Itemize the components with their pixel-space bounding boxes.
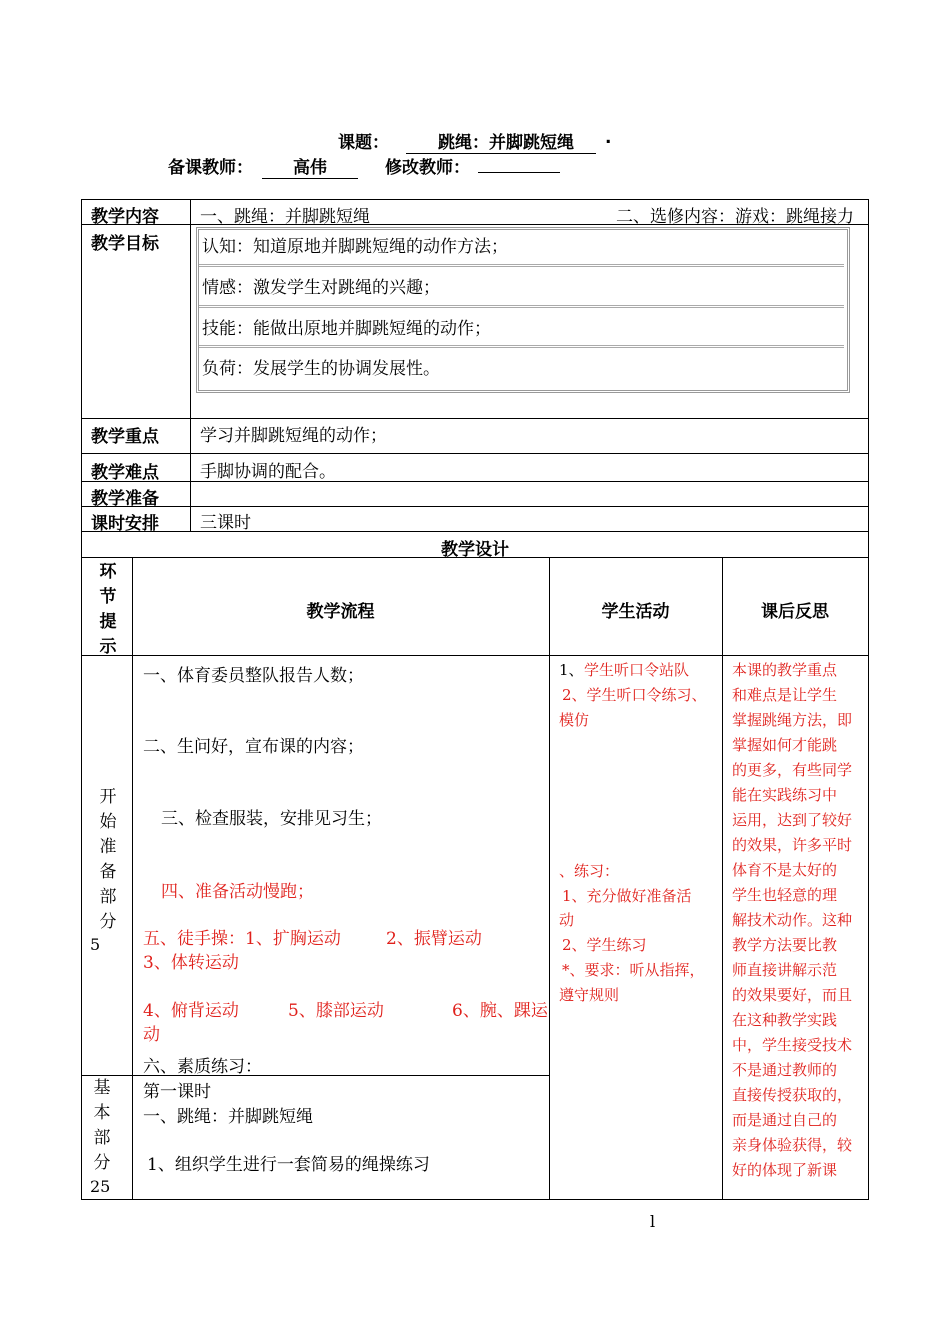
goal-emotion: 情感：激发学生对跳绳的兴趣； bbox=[202, 278, 440, 298]
editor-label: 修改教师： bbox=[385, 158, 470, 178]
process-item-2: 二、生问好，宣布课的内容； bbox=[143, 737, 364, 757]
reflection-line: 的更多，有些同学 bbox=[732, 761, 853, 779]
difficulty-label: 教学难点 bbox=[91, 463, 159, 483]
content-main: 一、跳绳：并脚跳短绳 bbox=[200, 207, 370, 227]
topic-end: . bbox=[605, 128, 612, 148]
reflection-text bbox=[732, 658, 866, 1183]
difficulty-value: 手脚协调的配合。 bbox=[200, 462, 336, 482]
process-item-4: 四、准备活动慢跑； bbox=[161, 882, 314, 902]
reflection-line: 能在实践练习中 bbox=[732, 786, 838, 804]
student-6: *、要求：听从指挥， bbox=[562, 961, 705, 979]
reflection-line: 的效果要好，而且 bbox=[732, 986, 853, 1004]
process-item-5d: 4、俯背运动 bbox=[143, 1001, 239, 1021]
goal-label: 教学目标 bbox=[91, 234, 159, 254]
col-reflection-header: 课后反思 bbox=[761, 602, 829, 622]
prep-label: 教学准备 bbox=[91, 489, 159, 509]
student-6b: 遵守规则 bbox=[559, 986, 620, 1004]
reflection-line: 运用，达到了较好 bbox=[732, 811, 853, 829]
reflection-line: 好的体现了新课 bbox=[732, 1161, 838, 1179]
design-title: 教学设计 bbox=[441, 540, 509, 560]
goal-load: 负荷：发展学生的协调发展性。 bbox=[202, 359, 440, 379]
reflection-line: 不是通过教师的 bbox=[732, 1061, 838, 1079]
student-1-num: 1、 bbox=[559, 661, 584, 679]
process-item-5f: 6、腕、踝运 bbox=[452, 1001, 548, 1021]
process-item-5b: 2、振臂运动 bbox=[386, 929, 482, 949]
editor-value-blank bbox=[478, 172, 560, 173]
col-student-header: 学生活动 bbox=[601, 602, 670, 622]
process-item-5a: 五、徒手操：1、扩胸运动 bbox=[143, 929, 341, 949]
student-4b: 动 bbox=[559, 911, 575, 929]
reflection-line: 中，学生接受技术 bbox=[732, 1036, 853, 1054]
reflection-line: 解技术动作。这种 bbox=[732, 911, 853, 929]
goal-cognition: 认知：知道原地并脚跳短绳的动作方法； bbox=[202, 237, 508, 257]
page-mark: l bbox=[650, 1212, 656, 1231]
teacher-value: 高伟 bbox=[262, 153, 358, 179]
stage-start-minutes: 5 bbox=[90, 935, 101, 954]
goal-skill: 技能：能做出原地并脚跳短绳的动作； bbox=[202, 319, 491, 339]
basic-skipping: 一、跳绳：并脚跳短绳 bbox=[143, 1107, 313, 1127]
key-label: 教学重点 bbox=[91, 427, 159, 447]
reflection-line: 本课的教学重点 bbox=[732, 661, 838, 679]
reflection-line: 和难点是让学生 bbox=[732, 686, 838, 704]
content-label: 教学内容 bbox=[91, 207, 159, 227]
student-5: 2、学生练习 bbox=[562, 936, 647, 954]
key-value: 学习并脚跳短绳的动作； bbox=[200, 426, 387, 446]
stage-basic-name: 基本部分 bbox=[93, 1078, 111, 1173]
student-2: 2、学生听口令练习、 bbox=[562, 686, 707, 704]
reflection-line: 的效果，许多平时 bbox=[732, 836, 853, 854]
reflection-line: 教学方法要比教 bbox=[732, 936, 838, 954]
basic-rope-drill: 1、组织学生进行一套简易的绳操练习 bbox=[147, 1155, 430, 1175]
teacher-label: 备课教师： bbox=[168, 158, 253, 178]
process-item-5c: 3、体转运动 bbox=[143, 953, 239, 973]
process-item-5e: 5、膝部运动 bbox=[288, 1001, 384, 1021]
schedule-value: 三课时 bbox=[200, 513, 251, 533]
reflection-line: 在这种教学实践 bbox=[732, 1011, 838, 1029]
reflection-line: 直接传授获取的， bbox=[732, 1086, 853, 1104]
student-3: 、练习： bbox=[559, 862, 620, 880]
reflection-line: 而是通过自己的 bbox=[732, 1111, 838, 1129]
stage-start-name: 开始准备部分 bbox=[99, 787, 117, 932]
basic-lesson-1: 第一课时 bbox=[143, 1082, 211, 1102]
student-4: 1、充分做好准备活 bbox=[562, 887, 692, 905]
topic-label: 课题： bbox=[338, 133, 389, 153]
reflection-line: 掌握如何才能跳 bbox=[732, 736, 838, 754]
student-1: 学生听口令站队 bbox=[584, 661, 690, 679]
content-elective: 二、选修内容：游戏：跳绳接力 bbox=[616, 207, 854, 227]
process-item-1: 一、体育委员整队报告人数； bbox=[143, 666, 364, 686]
reflection-line: 学生也轻意的理 bbox=[732, 886, 838, 904]
stage-basic-minutes: 25 bbox=[90, 1177, 111, 1196]
col-process-header: 教学流程 bbox=[306, 602, 375, 622]
reflection-line: 亲身体验获得，较 bbox=[732, 1136, 853, 1154]
col-stage-header: 环节提示 bbox=[99, 562, 117, 657]
reflection-line: 体育不是太好的 bbox=[732, 861, 838, 879]
process-item-6: 六、素质练习： bbox=[143, 1057, 262, 1077]
student-2b: 模仿 bbox=[559, 711, 590, 729]
topic-value: 跳绳：并脚跳短绳 bbox=[406, 128, 596, 154]
reflection-line: 掌握跳绳方法，即 bbox=[732, 711, 853, 729]
reflection-line: 师直接讲解示范 bbox=[732, 961, 838, 979]
schedule-label: 课时安排 bbox=[91, 514, 159, 534]
process-item-5g: 动 bbox=[143, 1025, 160, 1045]
process-item-3: 三、检查服装，安排见习生； bbox=[161, 809, 382, 829]
